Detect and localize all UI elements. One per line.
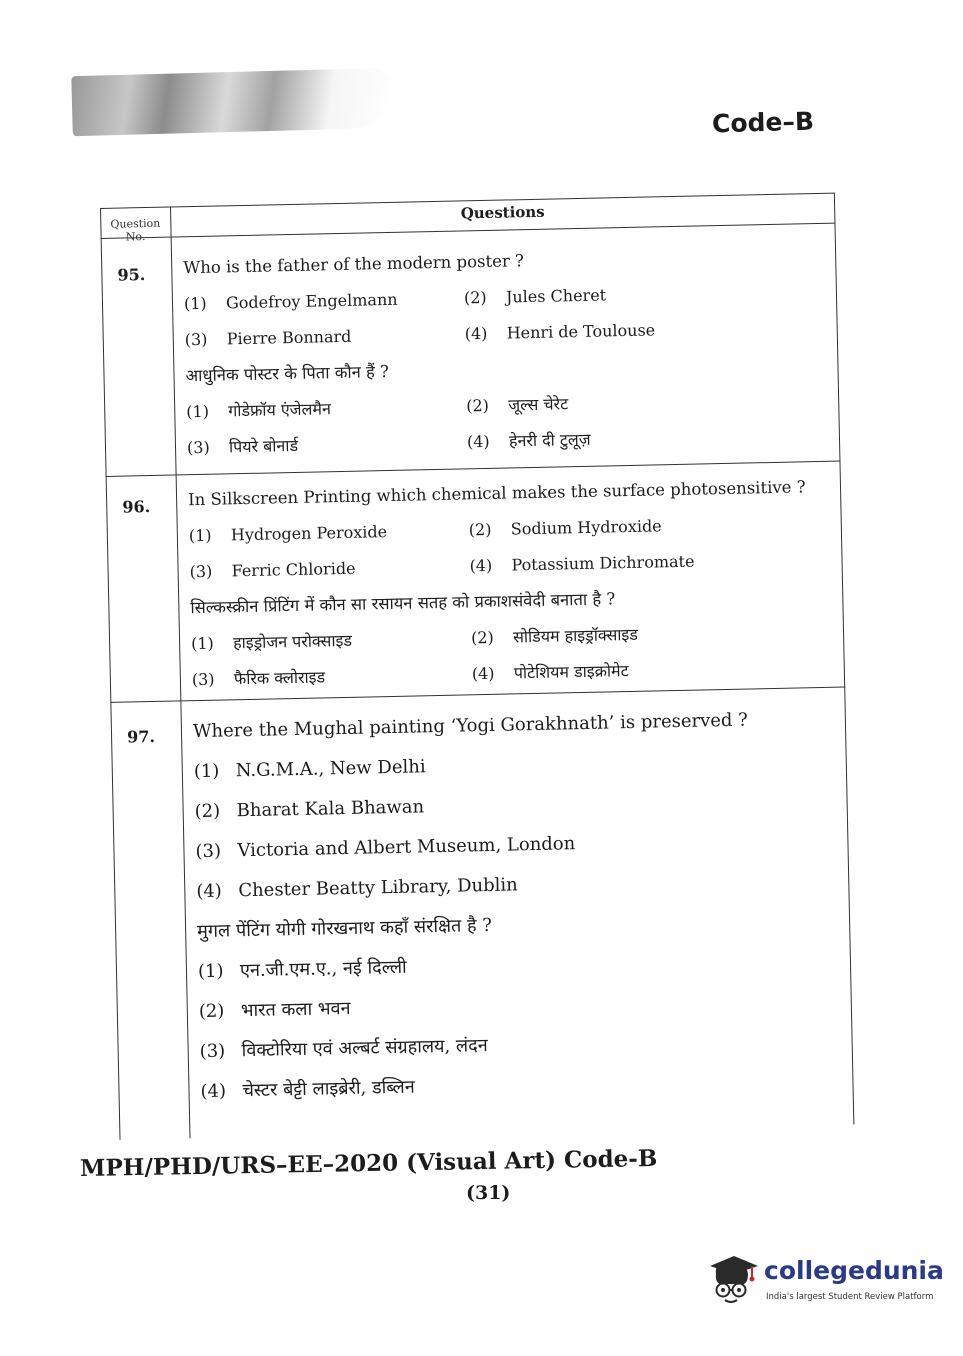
option: (4) Chester Beatty Library, Dublin xyxy=(196,874,518,903)
option: (2) सोडियम हाइड्रॉक्साइड xyxy=(470,624,639,648)
column-header-qno: Question No. xyxy=(110,216,161,244)
option: (3) पियरे बोनार्ड xyxy=(186,435,299,458)
question-text-hi: सिल्कस्क्रीन प्रिंटिंग में कौन सा रसायन सतह को प्रकाशसंवेदी बनाता है ? xyxy=(190,589,616,618)
brand-name: collegedunia xyxy=(764,1256,944,1285)
mascot-icon xyxy=(706,1252,760,1306)
question-text-en: In Silkscreen Printing which chemical makes the surface photosensitive ? xyxy=(187,477,806,510)
question-text-en: Who is the father of the modern poster ? xyxy=(183,251,525,278)
option: (4) हेनरी दी टुलूज़ xyxy=(466,429,591,452)
option: (3) Pierre Bonnard xyxy=(184,326,352,350)
options-en xyxy=(184,273,830,358)
option: (3) Victoria and Albert Museum, London xyxy=(195,833,576,863)
footer-code: MPH/PHD/URS–EE–2020 (Visual Art) Code-B xyxy=(79,1144,658,1183)
question-number: 95. xyxy=(117,265,146,285)
options-en xyxy=(189,505,835,590)
option: (2) Jules Cheret xyxy=(463,285,607,308)
option: (1) Godefroy Engelmann xyxy=(183,289,398,314)
scan-smudge xyxy=(71,68,392,136)
question-text-hi: मुगल पेंटिंग योगी गोरखनाथ कहाँ संरक्षित है ? xyxy=(196,914,493,943)
option: (1) एन.जी.एम.ए., नई दिल्ली xyxy=(197,956,407,983)
question-97 xyxy=(193,699,846,1112)
option: (2) Bharat Kala Bhawan xyxy=(194,796,425,823)
brand-tagline: India's largest Student Review Platform xyxy=(766,1292,934,1302)
option: (4) चेस्टर बेट्टी लाइब्रेरी, डब्लिन xyxy=(200,1076,415,1103)
question-number: 97. xyxy=(126,726,156,747)
option: (2) जूल्स चेरेट xyxy=(466,394,569,416)
option: (4) Potassium Dichromate xyxy=(469,551,695,576)
question-text-hi: आधुनिक पोस्टर के पिता कौन हैं ? xyxy=(185,361,390,386)
option: (2) Sodium Hydroxide xyxy=(468,516,662,540)
options-hi xyxy=(198,939,846,1112)
option: (4) पोटेशियम डाइक्रोमेट xyxy=(471,661,629,684)
question-table xyxy=(100,193,854,1140)
option: (1) हाइड्रोजन परोक्साइड xyxy=(190,630,353,654)
options-hi xyxy=(191,613,837,698)
option: (4) Henri de Toulouse xyxy=(464,320,656,344)
question-text-en: Where the Mughal painting ‘Yogi Gorakhnath’ is preserved ? xyxy=(192,709,749,743)
option: (3) विक्टोरिया एवं अल्बर्ट संग्रहालय, लंदन xyxy=(199,1035,488,1063)
option: (1) Hydrogen Peroxide xyxy=(188,522,388,546)
options-hi xyxy=(186,381,832,466)
option: (3) Ferric Chloride xyxy=(189,558,356,582)
option: (1) गोडेफ्रॉय एंजेलमैन xyxy=(186,399,332,422)
collegedunia-logo xyxy=(706,1250,944,1316)
question-number: 96. xyxy=(122,497,151,517)
options-en xyxy=(193,739,841,912)
column-header-questions: Questions xyxy=(460,202,545,223)
page-number: (31) xyxy=(466,1182,511,1204)
option: (3) फैरिक क्लोराइड xyxy=(191,667,326,690)
option: (2) भारत कला भवन xyxy=(198,997,351,1023)
question-96 xyxy=(188,469,837,698)
paper-code: Code–B xyxy=(711,106,815,139)
option: (1) N.G.M.A., New Delhi xyxy=(193,756,426,783)
question-95 xyxy=(183,237,832,466)
